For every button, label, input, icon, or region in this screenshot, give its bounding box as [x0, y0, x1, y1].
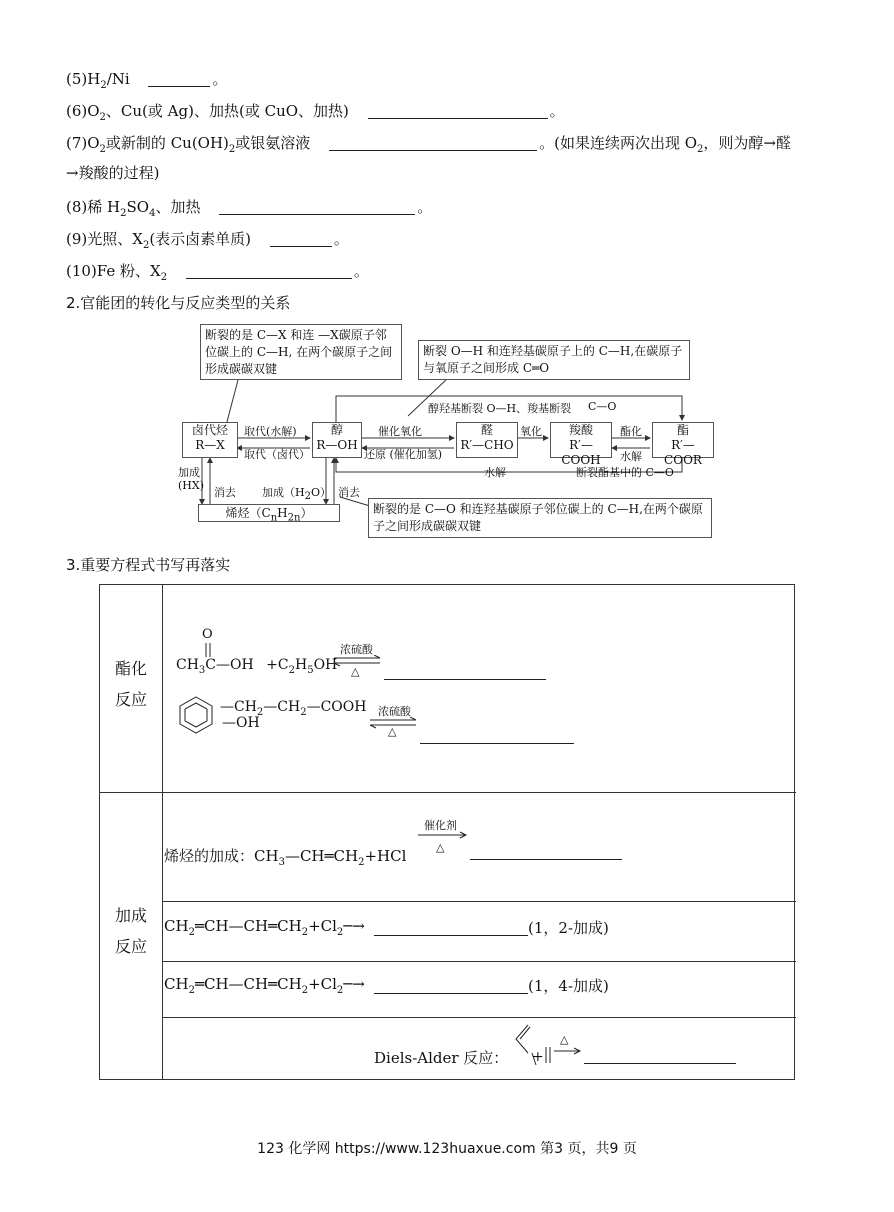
table-divider [162, 585, 163, 1079]
note-oxidation: 断裂 O—H 和连羟基碳原子上的 C—H,在碳原子与氧原子之间形成 C═O [418, 340, 690, 380]
node-alkene: 烯烃$(C_nH_{2n})$ [198, 504, 340, 522]
addition-type-note: (1，2-加成) [528, 919, 609, 937]
label-addition-hx: 加成 [178, 466, 200, 479]
table-row-divider [162, 961, 796, 962]
diels-alder-label: Diels-Alder 反应： [374, 1049, 509, 1067]
heat-icon: △ [560, 1033, 569, 1046]
answer-blank[interactable] [374, 993, 528, 994]
condition-6: $(6)O_2$、Cu(或 Ag)、加热(或 CuO、加热) 。 [66, 102, 565, 123]
node-alcohol: 醇 R—OH [312, 422, 362, 458]
label-addition-h2o: 加成$(H_2O)$ [262, 486, 331, 503]
answer-blank[interactable] [420, 743, 574, 744]
label-addition-hx-reagent: (HX) [178, 479, 205, 492]
node-aldehyde: 醛 R′—CHO [456, 422, 518, 458]
dienophile-structure-icon [544, 1045, 552, 1065]
node-haloalkane: 卤代烃 R—X [182, 422, 238, 458]
answer-blank[interactable] [470, 859, 622, 860]
label-reduction: 还原 (催化加氢) [364, 448, 443, 461]
condition-conc-h2so4: 浓硫酸 [340, 643, 373, 656]
condition-10: (10)Fe 粉、$X_2$ 。 [66, 262, 369, 283]
table-row-divider [100, 792, 796, 793]
condition-5: $(5)H_2/Ni$ 。 [66, 70, 228, 91]
hydroxyl-group: —OH [222, 715, 260, 731]
diene-12-addition-equation: $CH_2═CH—CH═CH_2+Cl_2─\to$ [164, 917, 365, 938]
section-3-title: 3.重要方程式书写再落实 [66, 556, 231, 574]
label-oxidation: 氧化 [520, 425, 542, 438]
table-row-divider [162, 901, 796, 902]
label-catalytic-oxidation: 催化氧化 [378, 425, 422, 438]
section-2-title: 2.官能团的转化与反应类型的关系 [66, 294, 291, 312]
answer-blank[interactable] [219, 200, 415, 215]
condition-7-cont: →羧酸的过程) [66, 164, 160, 182]
forward-arrow [552, 1047, 584, 1055]
diene-14-addition-equation: $CH_2═CH—CH═CH_2+Cl_2─\to$ [164, 975, 365, 996]
label-elimination-2: 消去 [338, 486, 360, 499]
benzene-ring-icon [174, 693, 218, 739]
forward-arrow [416, 831, 470, 839]
alkene-addition-equation: 烯烃的加成：$CH_3—CH═CH_2+HCl$ [164, 847, 407, 868]
condition-7: $(7)O_2$或新制的 $Cu(OH)_2$或银氨溶液 。(如果连续两次出现 $O_2$，则为醇→醛 [66, 134, 791, 155]
heat-icon: △ [351, 665, 360, 678]
answer-blank[interactable] [384, 679, 546, 680]
page-footer: 123 化学网 https://www.123huaxue.com 第3 页，共9 页 [257, 1141, 637, 1157]
note-elimination-haloalkane: 断裂的是 C—X 和连 —X碳原子邻位碳上的 C—H, 在两个碳原子之间形成碳碳双键 [200, 324, 402, 380]
carbonyl-oxygen: O [202, 627, 213, 642]
ester-equation-2: $—CH_2—CH_2—COOH$ [220, 699, 367, 718]
node-carboxylic-acid: 羧酸 R′—COOH [550, 422, 612, 458]
answer-blank[interactable] [584, 1063, 736, 1064]
label-esterification: 酯化 [620, 425, 642, 438]
heat-icon: △ [388, 725, 397, 738]
answer-blank[interactable] [148, 72, 210, 87]
plus-sign: + [532, 1049, 544, 1065]
label-break-co: C—O [588, 400, 617, 413]
label-substitution-halogenation: 取代（卤代） [244, 448, 310, 461]
label-hydrolysis-alcohol: 水解 [484, 466, 506, 479]
condition-conc-h2so4: 浓硫酸 [378, 705, 411, 718]
row-head-esterification: 酯化 反应 [114, 659, 147, 709]
answer-blank[interactable] [329, 136, 537, 151]
note-elimination-alcohol: 断裂的是 C—O 和连羟基碳原子邻位碳上的 C—H,在两个碳原子之间形成碳碳双键 [368, 498, 712, 538]
label-hydrolysis-acid: 水解 [620, 450, 642, 463]
label-substitution-hydrolysis: 取代(水解) [244, 425, 297, 438]
functional-group-diagram [178, 322, 712, 540]
answer-blank[interactable] [270, 232, 332, 247]
heat-icon: △ [436, 841, 445, 854]
row-head-addition: 加成 反应 [114, 906, 147, 956]
condition-catalyst: 催化剂 [424, 819, 457, 832]
node-ester: 酯 R′—COOR [652, 422, 714, 458]
answer-blank[interactable] [186, 264, 352, 279]
answer-blank[interactable] [368, 104, 548, 119]
answer-blank[interactable] [374, 935, 528, 936]
carbonyl-double-bond [204, 643, 212, 657]
condition-8: (8)稀 $H_2SO_4$、加热 。 [66, 198, 433, 219]
addition-type-note: (1，4-加成) [528, 977, 609, 995]
condition-9: (9)光照、$X_2$(表示卤素单质) 。 [66, 230, 349, 251]
label-break-ester: 断裂酯基中的 C—O [576, 466, 674, 479]
ester-equation-1: $CH_3C—OH +C_2H_5OH$ [176, 657, 338, 676]
label-elimination-1: 消去 [214, 486, 236, 499]
equations-table [99, 584, 795, 1080]
table-row-divider [162, 1017, 796, 1018]
label-break-oh: 醇羟基断裂 O—H、羧基断裂 [428, 402, 572, 415]
